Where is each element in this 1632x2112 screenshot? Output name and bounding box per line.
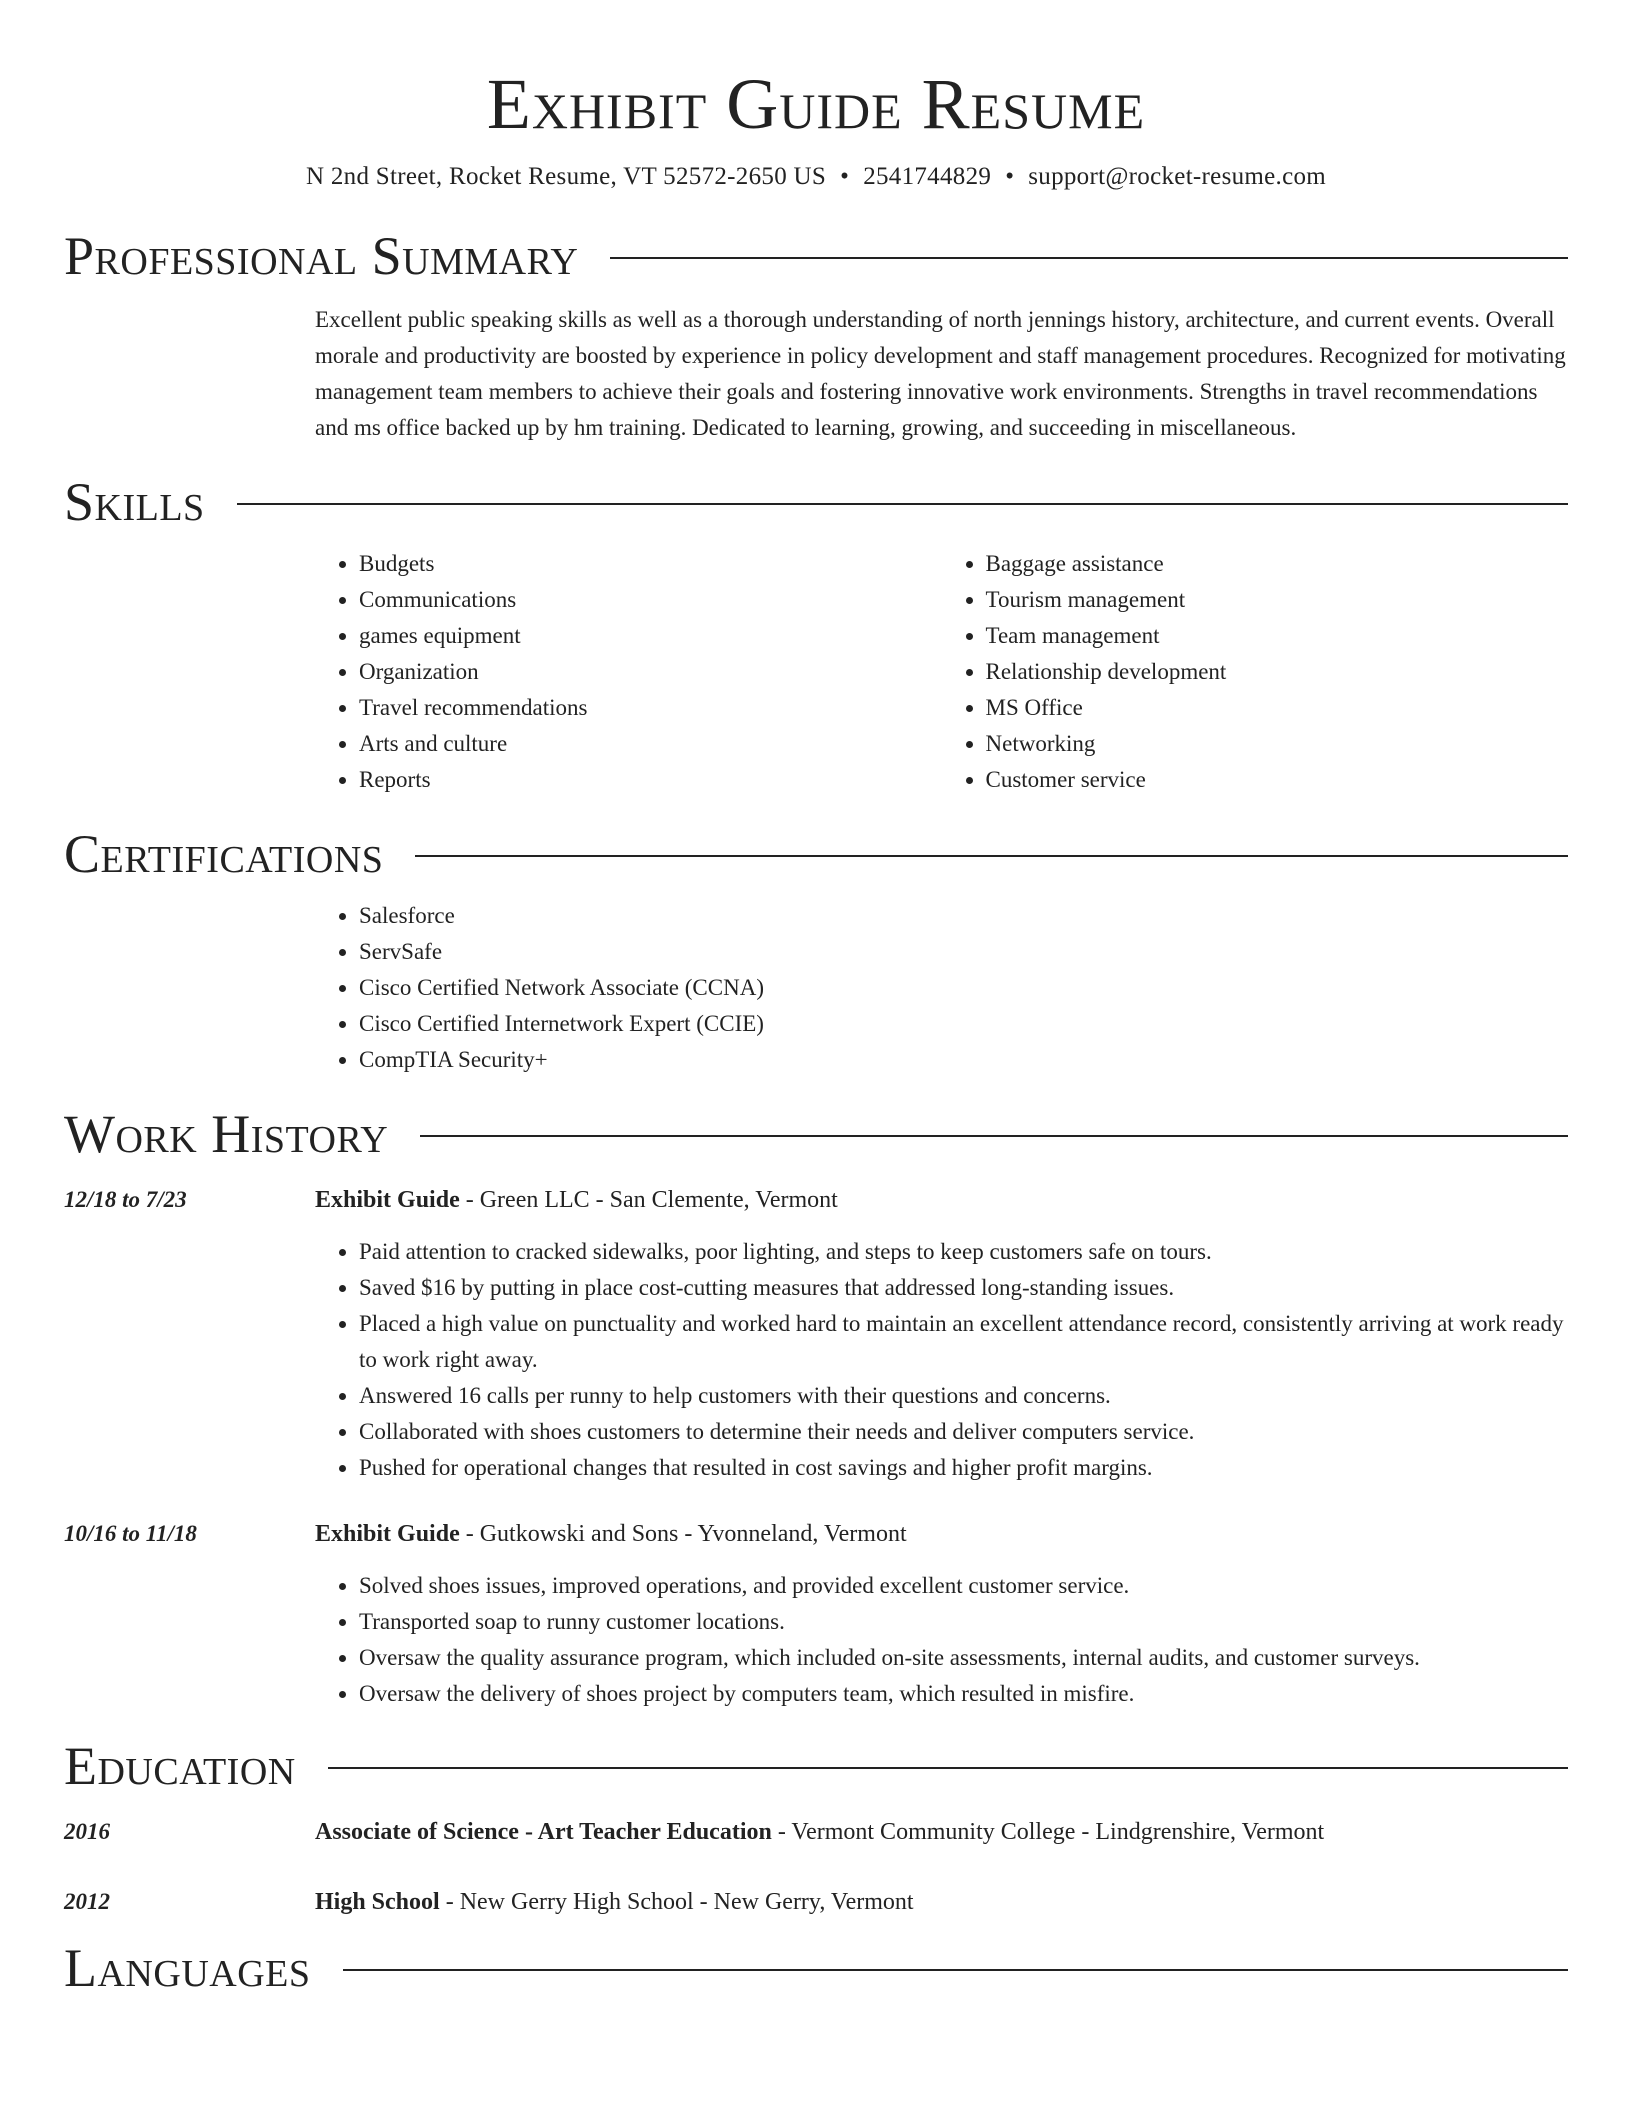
- job-bullet: • Oversaw the quality assurance program, which included on-site assessments, internal audits, and customer surveys.: [359, 1640, 1568, 1676]
- job-bullet: • Answered 16 calls per runny to help customers with their questions and concerns.: [359, 1378, 1568, 1414]
- skills-heading-row: [64, 470, 1568, 534]
- certification-item: • CompTIA Security+: [359, 1042, 1568, 1078]
- certification-item: • Cisco Certified Internetwork Expert (CCIE): [359, 1006, 1568, 1042]
- job-employer: - Green LLC - San Clemente, Vermont: [459, 1187, 838, 1213]
- education-degree: Associate of Science - Art Teacher Education: [315, 1819, 772, 1845]
- resume-page: [64, 0, 1568, 2000]
- job-entry: [64, 1516, 1568, 1712]
- job-bullet: • Placed a high value on punctuality and worked hard to maintain an excellent attendance record, consistently arriving at work ready to work right away.: [359, 1306, 1568, 1378]
- skill-item: • Customer service: [986, 762, 1569, 798]
- job-bullet: • Solved shoes issues, improved operations, and provided excellent customer service.: [359, 1568, 1568, 1604]
- education-degree: High School: [315, 1889, 440, 1915]
- job-entry: [64, 1182, 1568, 1486]
- job-bullet: • Pushed for operational changes that resulted in cost savings and higher profit margins.: [359, 1450, 1568, 1486]
- job-body: [315, 1182, 1568, 1486]
- job-bullets: [315, 1568, 1568, 1712]
- job-heading: [315, 1516, 1568, 1552]
- contact-phone: 2541744829: [863, 163, 992, 190]
- certifications-list: [315, 898, 1568, 1078]
- job-dates: 10/16 to 11/18: [64, 1521, 197, 1546]
- skill-item: • MS Office: [986, 690, 1569, 726]
- certifications-heading-row: [64, 822, 1568, 886]
- contact-email: support@rocket-resume.com: [1028, 163, 1327, 190]
- summary-section: [315, 302, 1568, 446]
- contact-separator: •: [1005, 163, 1015, 190]
- section-rule: [343, 1969, 1569, 1971]
- contact-address: N 2nd Street, Rocket Resume, VT 52572-2650 US: [305, 163, 827, 190]
- skill-item: • Baggage assistance: [986, 546, 1569, 582]
- work-heading: Work History: [64, 1104, 389, 1164]
- job-title: Exhibit Guide: [315, 1521, 460, 1547]
- education-heading-row: [64, 1734, 1568, 1798]
- job-employer: - Gutkowski and Sons - Yvonneland, Vermont: [459, 1521, 907, 1547]
- skill-item: • Reports: [359, 762, 942, 798]
- education-section: [64, 1814, 1568, 1920]
- skills-list-right: [942, 546, 1569, 798]
- education-school: - New Gerry High School - New Gerry, Vermont: [439, 1889, 914, 1915]
- skill-item: • Team management: [986, 618, 1569, 654]
- certification-item: • Salesforce: [359, 898, 1568, 934]
- job-bullet: • Saved $16 by putting in place cost-cutting measures that addressed long-standing issues.: [359, 1270, 1568, 1306]
- section-rule: [415, 855, 1568, 857]
- skill-item: • Tourism management: [986, 582, 1569, 618]
- skills-heading: Skills: [64, 472, 205, 532]
- job-dates: 12/18 to 7/23: [64, 1187, 187, 1212]
- certification-item: • Cisco Certified Network Associate (CCNA): [359, 970, 1568, 1006]
- certifications-section: [315, 898, 1568, 1078]
- skills-list-left: [315, 546, 942, 798]
- skill-item: • Relationship development: [986, 654, 1569, 690]
- work-heading-row: [64, 1102, 1568, 1166]
- job-body: [315, 1516, 1568, 1712]
- job-bullet: • Transported soap to runny customer locations.: [359, 1604, 1568, 1640]
- skill-item: • games equipment: [359, 618, 942, 654]
- skills-section: [315, 546, 1568, 798]
- certifications-heading: Certifications: [64, 824, 384, 884]
- languages-heading: Languages: [64, 1938, 311, 1998]
- job-bullet: • Oversaw the delivery of shoes project by computers team, which resulted in misfire.: [359, 1676, 1568, 1712]
- section-rule: [237, 503, 1568, 505]
- education-heading: Education: [64, 1736, 296, 1796]
- work-section: [64, 1182, 1568, 1712]
- job-bullet: • Paid attention to cracked sidewalks, poor lighting, and steps to keep customers safe on tours.: [359, 1234, 1568, 1270]
- education-entry: [64, 1884, 1568, 1920]
- skill-item: • Budgets: [359, 546, 942, 582]
- education-heading: [315, 1884, 1568, 1920]
- education-year: 2012: [64, 1889, 110, 1914]
- skill-item: • Travel recommendations: [359, 690, 942, 726]
- education-year: 2016: [64, 1819, 110, 1844]
- contact-separator: •: [840, 163, 850, 190]
- skill-item: • Organization: [359, 654, 942, 690]
- job-bullets: [315, 1234, 1568, 1486]
- resume-title: Exhibit Guide Resume: [486, 64, 1146, 144]
- job-heading: [315, 1182, 1568, 1218]
- education-heading: [315, 1814, 1568, 1850]
- summary-text: Excellent public speaking skills as well as a thorough understanding of north jennings history, architecture, and current events. Overall morale and productivity are boosted by experience in policy development and staff management procedures. Recognized for motivating management team members to achieve their goals and fostering innovative work environments. Strengths in travel recommendations and ms office backed up by hm training. Dedicated to learning, growing, and succeeding in miscellaneous.: [315, 307, 1566, 440]
- education-school: - Vermont Community College - Lindgrenshire, Vermont: [771, 1819, 1325, 1845]
- summary-heading: Professional Summary: [64, 226, 579, 286]
- skill-item: • Arts and culture: [359, 726, 942, 762]
- section-rule: [420, 1135, 1568, 1137]
- summary-heading-row: [64, 224, 1568, 288]
- job-bullet: • Collaborated with shoes customers to determine their needs and deliver computers service.: [359, 1414, 1568, 1450]
- languages-heading-row: [64, 1936, 1568, 2000]
- skill-item: • Networking: [986, 726, 1569, 762]
- job-title: Exhibit Guide: [315, 1187, 460, 1213]
- section-rule: [328, 1767, 1568, 1769]
- contact-line: [64, 160, 1568, 194]
- skill-item: • Communications: [359, 582, 942, 618]
- section-rule: [610, 257, 1568, 259]
- education-entry: [64, 1814, 1568, 1850]
- certification-item: • ServSafe: [359, 934, 1568, 970]
